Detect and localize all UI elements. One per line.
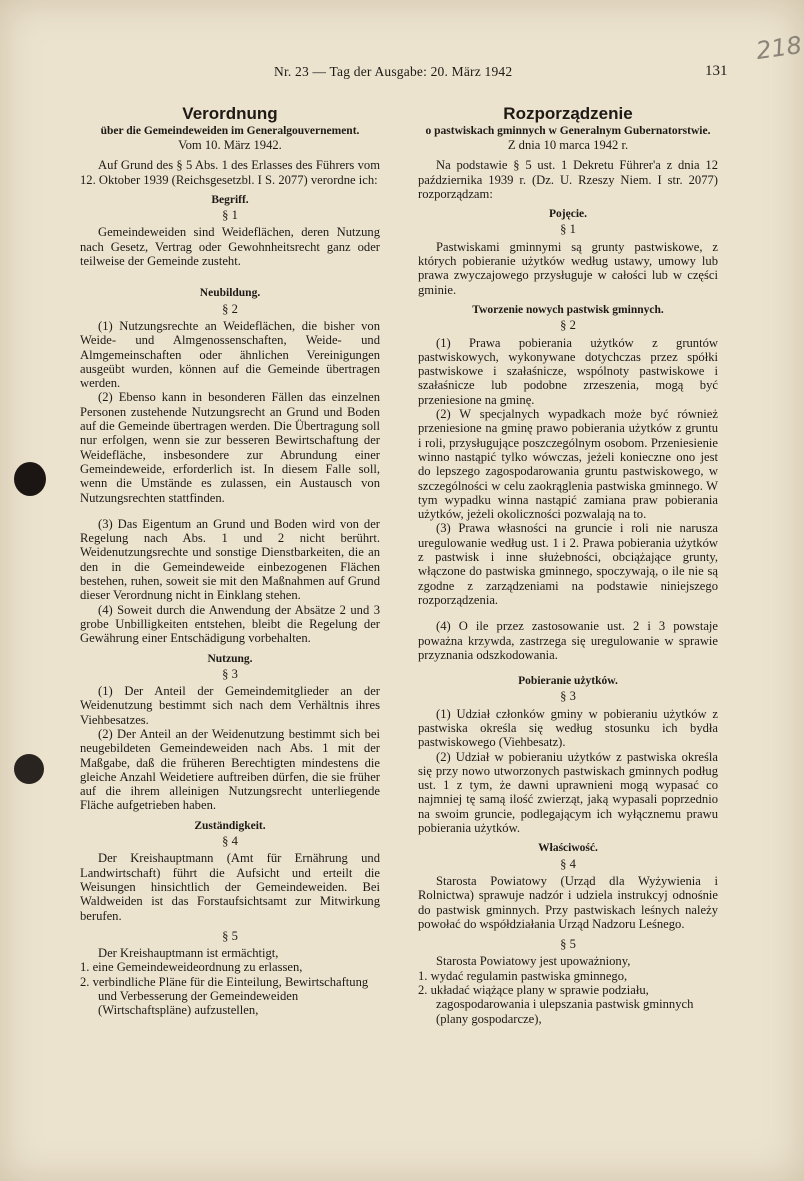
german-section-heading: Neubildung. — [199, 287, 261, 300]
german-section-heading: Begriff. — [211, 193, 249, 206]
issue-date: Nr. 23 — Tag der Ausgabe: 20. März 1942 — [274, 64, 513, 79]
german-text: (2) Ebenso kann in besonderen Fällen das einzelnen Personen zustehende Nutzungsrecht an Grund und Boden auf die Gemeinde übertragen werden. Die Übertragung soll nur erfolgen, wenn sie zur besseren Bewirtschaftung der Weidefläche, insbesondere zur Abrundung einer Gemeindeweide, erforderlich ist. In diesem Falle soll, wenn die Umstände es zulassen, ein Austausch von Nutzungsrechten stattfinden. — [80, 390, 380, 505]
german-section-heading: Zuständigkeit. — [194, 819, 266, 832]
german-paragraph-sign: § 4 — [222, 834, 238, 849]
german-text: (4) Soweit durch die Anwendung der Absätze 2 und 3 grobe Unbilligkeiten entstehen, bleibt die Regelung der Gewährung einer Entschädigung vorbehalten. — [80, 602, 380, 646]
list-item: 2. verbindliche Pläne für die Einteilung, Bewirtschaftung und Verbesserung der Gemeindeweiden (Wirtschaftspläne) aufzustellen, — [80, 974, 369, 1018]
polish-paragraph-sign: § 1 — [560, 222, 576, 237]
german-text: (2) Der Anteil an der Weidenutzung bestimmt sich bei neugebildeten Gemeindeweiden nach Abs. 1 mit der Maßgabe, daß die früheren Berechtigten mindestens die gleiche Anzahl Weidetiere auftreiben dürfen, die sie früher auf die ihrem alleinigen Nutzungsrecht unterliegende Fläche aufgetrieben haben. — [80, 726, 380, 813]
german-text: Der Kreishauptmann (Amt für Ernährung und Landwirtschaft) führt die Aufsicht und erteilt die Weisungen hinsichtlich der Gemeindeweiden. Bei Waldweiden ist das Forstaufsichtsamt zur Mitwirkung berufen. — [80, 851, 380, 923]
polish-column — [418, 104, 718, 1026]
polish-text: Starosta Powiatowy (Urząd dla Wyżywienia i Rolnictwa) sprawuje nadzór i udziela instrukcyj odnośnie do pastwisk gminnych. Przy pastwiskach leśnych należy powołać do współdziałania Urząd Nadzoru Leśnego. — [418, 873, 718, 931]
polish-preamble: Na podstawie § 5 ust. 1 Dekretu Führer'a z dnia 12 października 1939 r. (Dz. U. Rzeszy Niem. I str. 2077) rozporządzam: — [418, 158, 718, 201]
polish-list — [418, 969, 718, 1026]
polish-date: Z dnia 10 marca 1942 r. — [507, 138, 629, 152]
list-item: 2. układać wiążące plany w sprawie podziału, zagospodarowania i ulepszania pastwisk gminnych (plany gospodarcze), — [418, 983, 694, 1026]
polish-section-heading: Pobieranie użytków. — [518, 675, 618, 688]
punch-hole-bottom — [14, 754, 44, 784]
german-paragraph-sign: § 5 — [222, 928, 238, 943]
polish-paragraph-sign: § 2 — [560, 318, 576, 333]
polish-text: (3) Prawa własności na gruncie i roli nie narusza uregulowanie według ust. 1 i 2. Prawa pobierania użytków z pastwisk i inne służebności, obciążające grunty, włączone do pastwiska gminnego, spoczywają, o ile nie są zgodne z zarządzeniami na podstawie niniejszego rozporządzenia. — [418, 521, 718, 607]
german-date: Vom 10. März 1942. — [178, 138, 282, 152]
german-preamble: Auf Grund des § 5 Abs. 1 des Erlasses des Führers vom 12. Oktober 1939 (Reichsgesetzbl. I S. 2077) verordne ich: — [80, 158, 380, 187]
list-item: 1. eine Gemeindeweideordnung zu erlassen, — [80, 960, 303, 975]
german-subtitle: über die Gemeindeweiden im Generalgouvernement. — [100, 125, 360, 137]
polish-text: (2) W specjalnych wypadkach może być również przeniesione na gminę prawo pobierania użytków z gruntu i roli, przysługujące poszczególnym osobom. Przeniesienie winno nastąpić tylko wówczas, jeżeli konieczne ono jest do lepszego zagospodarowania gruntu pastwiskowego, w szczególności w celu zaokrąglenia pastwiska gminnego. W tym wypadku winna nastąpić zamiana praw pobierania użytków, jeżeli okoliczności pozwalają na to. — [418, 407, 718, 522]
polish-text: (1) Prawa pobierania użytków z gruntów pastwiskowych, wykonywane dotychczas przez spółki pastwiskowe i szałaśnicze, wspólnoty pastwiskowe i szałaśnicze lub podobne zrzeszenia, mogą być przeniesione na gminę. — [418, 335, 718, 407]
polish-text: (4) O ile przez zastosowanie ust. 2 i 3 powstaje poważna krzywda, zastrzega się uregulowanie w sprawie przyznania odszkodowania. — [418, 619, 718, 662]
polish-text: Pastwiskami gminnymi są grunty pastwiskowe, z których pobieranie użytków według ustawy, umowy lub prawa zwyczajowego przysługuje w całości lub w części gminie. — [418, 239, 718, 297]
german-list — [80, 960, 380, 1017]
list-item: 1. wydać regulamin pastwiska gminnego, — [418, 968, 628, 983]
german-text: Der Kreishauptmann ist ermächtigt, — [98, 946, 279, 961]
polish-text: (1) Udział członków gminy w pobieraniu użytków z pastwiska określa się według stosunku ich bydła pastwiskowego (Viehbesatz). — [418, 706, 718, 750]
polish-text: Starosta Powiatowy jest upoważniony, — [436, 954, 631, 969]
german-paragraph-sign: § 2 — [222, 301, 238, 316]
german-text: (1) Der Anteil der Gemeindemitglieder an der Weidenutzung bestimmt sich nach dem Verhältnis ihres Viehbesatzes. — [80, 684, 380, 727]
polish-paragraph-sign: § 3 — [560, 689, 576, 704]
spacer — [418, 607, 718, 619]
handwritten-page-number: 218 — [754, 30, 804, 66]
polish-paragraph-sign: § 4 — [560, 856, 576, 871]
polish-section-heading: Tworzenie nowych pastwisk gminnych. — [472, 303, 664, 316]
german-column — [80, 104, 380, 1018]
german-paragraph-sign: § 3 — [222, 666, 238, 681]
german-text: (1) Nutzungsrechte an Weideflächen, die bisher von Weide- und Almgenossenschaften, Weide- und Almgemeinschaften oder ähnlichen Vereinigungen ausgeübt wurden, können auf die Gemeinde übertragen werden. — [80, 318, 380, 391]
page-number: 131 — [705, 63, 728, 79]
polish-section-heading: Pojęcie. — [549, 208, 587, 221]
german-section-heading: Nutzung. — [207, 652, 253, 665]
polish-title: Rozporządzenie — [503, 104, 633, 123]
polish-subtitle: o pastwiskach gminnych w Generalnym Gubernatorstwie. — [425, 125, 711, 137]
german-text: Gemeindeweiden sind Weideflächen, deren Nutzung nach Gesetz, Vertrag oder Gewohnheitsrecht ganz oder teilweise der Gemeinde zusteht. — [80, 225, 380, 269]
spacer — [80, 268, 380, 280]
polish-text: (2) Udział w pobieraniu użytków z pastwiska określa się przy nowo utworzonych pastwiskach gminnych podług ust. 1 z tym, że dawni uprawnieni mogą wypasać co najmniej tę samą ilość zwierząt, jaką wypasali poprzednio na swoim gruncie, podlegającym ich wyłącznemu prawu pobierania użytków. — [418, 749, 718, 836]
punch-hole-top — [14, 462, 46, 496]
polish-paragraph-sign: § 5 — [560, 937, 576, 952]
page-header — [0, 30, 804, 84]
polish-section-heading: Właściwość. — [538, 842, 598, 855]
german-paragraph-sign: § 1 — [222, 208, 238, 223]
german-title: Verordnung — [182, 104, 278, 123]
spacer — [80, 505, 380, 517]
german-text: (3) Das Eigentum an Grund und Boden wird von der Regelung nach Abs. 1 und 2 nicht berührt. Weidenutzungsrechte und sonstige Dienstbarkeiten, die an den in die Gemeindeweide einbezogenen Flächen bestehen, ruhen, soweit sie mit den Maßnahmen auf Grund dieser Verordnung nicht in Einklang stehen. — [80, 516, 380, 603]
